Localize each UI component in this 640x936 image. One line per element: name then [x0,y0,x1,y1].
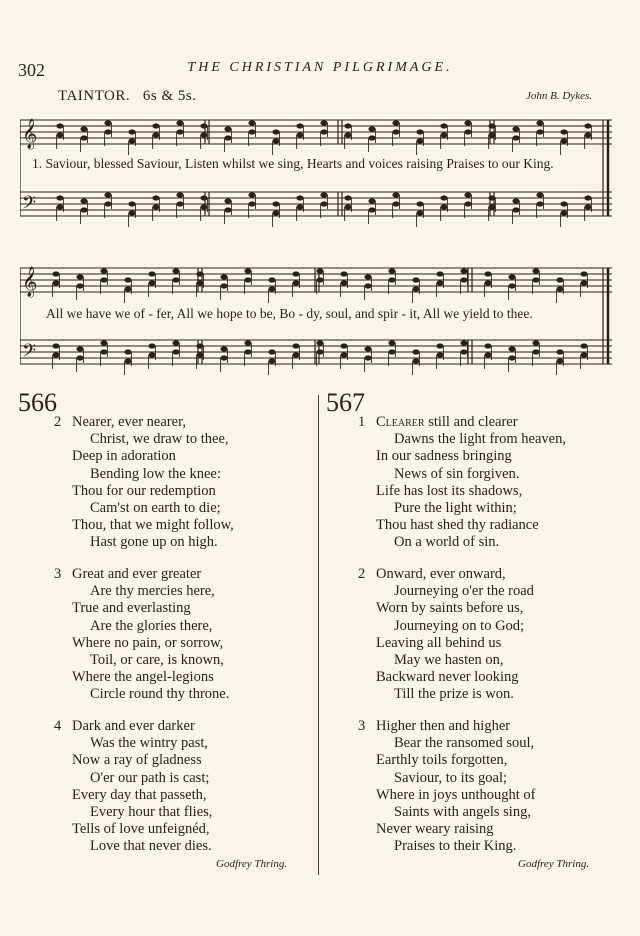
note-head [296,132,303,137]
note-head [536,192,543,197]
bass-staff [20,340,612,364]
note-head [464,129,471,134]
note-head [580,352,587,357]
note-head [316,268,323,273]
verse-number: 4 [54,718,62,734]
music-underlay-1: 1. Saviour, blessed Saviour, Listen whilst we sing, Hearts and voices raising Praises to our King. [32,156,554,171]
note-head [580,280,587,285]
note-head [100,277,107,282]
note-head [416,210,423,215]
note-head [244,277,251,282]
note-head [152,195,159,200]
note-head [580,343,587,348]
stanza-line: Every day that passeth, [72,786,207,803]
note-head [388,277,395,282]
note-head [460,349,467,354]
note-head [484,343,491,348]
note-head [220,283,227,288]
note-head [56,195,63,200]
note-head [292,352,299,357]
note-head [344,132,351,137]
note-head [364,346,371,351]
stanza-line: Toil, or care, is known, [90,652,224,669]
note-head [128,201,135,206]
note-head [340,271,347,276]
note-head [80,135,87,140]
tune-heading [58,88,196,105]
note-head [100,349,107,354]
note-head [172,340,179,345]
treble-clef-icon: 𝄞 [22,267,38,297]
column-divider [318,395,319,875]
stanza-line: Thou hast shed thy radiance [376,517,539,534]
stanza-line: Great and ever greater [72,566,202,582]
note-head [152,204,159,209]
stanza-line: Journeying on to God; [394,617,525,634]
note-head [200,195,207,200]
stanza-line: Onward, ever onward, [376,566,506,582]
stanza-line: May we hasten on, [394,652,504,669]
note-head [80,198,87,203]
tune-composer: John B. Dykes. [526,90,592,102]
note-head [268,358,275,363]
note-head [52,280,59,285]
note-head [464,201,471,206]
note-head [344,123,351,128]
note-head [104,192,111,197]
stanza-line: Circle round thy throne. [90,686,230,703]
hymn-number: 567 [326,388,365,417]
note-head [536,129,543,134]
note-head [484,271,491,276]
running-title: THE CHRISTIAN PILGRIMAGE. [187,60,453,75]
note-head [100,340,107,345]
note-head [436,352,443,357]
note-head [368,198,375,203]
note-head [196,352,203,357]
note-head [508,283,515,288]
note-head [124,349,131,354]
page-number: 302 [18,60,45,80]
note-head [76,283,83,288]
note-head [368,135,375,140]
note-head [196,271,203,276]
note-head [292,271,299,276]
note-head [584,195,591,200]
note-head [56,204,63,209]
note-head [512,126,519,131]
note-head [296,195,303,200]
note-head [172,268,179,273]
note-head [488,132,495,137]
note-head [292,280,299,285]
note-head [556,358,563,363]
note-head [80,207,87,212]
note-head [316,340,323,345]
stanza [358,566,534,704]
note-head [200,204,207,209]
note-head [148,280,155,285]
note-head [268,277,275,282]
note-head [536,120,543,125]
note-head [460,340,467,345]
note-head [220,346,227,351]
note-head [508,274,515,279]
verse-number: 2 [54,414,62,430]
note-head [556,349,563,354]
note-head [532,268,539,273]
note-head [100,268,107,273]
note-head [412,349,419,354]
note-head [556,286,563,291]
note-head [320,192,327,197]
stanza-first-word: Clearer [376,414,425,430]
stanza-line: Bear the ransomed soul, [394,735,535,752]
stanza-line: Leaving all behind us [376,634,502,651]
note-head [412,277,419,282]
stanza-line: Never weary raising [376,821,494,838]
stanza-line: Tells of love unfeignéd, [72,821,210,838]
stanza-line: Higher then and higher [376,718,511,734]
verse-number: 3 [358,718,366,734]
note-head [148,352,155,357]
note-head [124,286,131,291]
note-head [128,138,135,143]
stanza-line: Christ, we draw to thee, [90,431,229,448]
stanza [54,414,234,552]
note-head [464,120,471,125]
tune-name: TAINTOR. [58,88,131,104]
note-head [176,129,183,134]
note-head [584,132,591,137]
note-head [272,201,279,206]
hymn-number: 566 [18,388,57,417]
note-head [248,120,255,125]
note-head [272,138,279,143]
note-head [412,286,419,291]
note-head [488,123,495,128]
note-head [416,138,423,143]
stanza-line: News of sin forgiven. [394,465,520,482]
stanza-line: Where in joys unthought of [376,786,536,803]
stanza-line: Dawns the light from heaven, [394,431,566,448]
note-head [172,277,179,282]
stanza [54,566,230,704]
note-head [52,271,59,276]
note-head [484,352,491,357]
note-head [532,277,539,282]
note-head [388,340,395,345]
note-head [296,123,303,128]
verse-number: 1 [358,414,366,430]
treble-staff [20,268,612,292]
stanza-line: Earthly toils forgotten, [376,752,508,769]
note-head [268,349,275,354]
note-head [508,346,515,351]
hymn-author: Godfrey Thring. [518,858,590,870]
note-head [316,277,323,282]
note-head [464,192,471,197]
note-head [460,268,467,273]
stanza-line: Backward never looking [376,669,519,686]
note-head [152,132,159,137]
note-head [128,129,135,134]
note-head [320,129,327,134]
note-head [584,123,591,128]
stanza-line: Praises to their King. [394,838,517,855]
note-head [76,274,83,279]
stanza-line: Now a ray of gladness [72,752,202,769]
verse-number: 2 [358,566,366,582]
note-head [364,274,371,279]
stanza-line: Saints with angels sing, [394,804,531,821]
note-head [104,120,111,125]
stanza-line: Every hour that flies, [90,804,213,821]
note-head [412,358,419,363]
stanza-line: Thou for our redemption [72,482,216,499]
note-head [296,204,303,209]
stanza-line: Pure the light within; [394,500,517,517]
note-head [196,343,203,348]
note-head [560,201,567,206]
stanza-line: Saviour, to its goal; [394,769,507,786]
stanza-line: True and everlasting [72,600,191,617]
note-head [512,198,519,203]
note-head [272,129,279,134]
note-head [248,201,255,206]
note-head [340,280,347,285]
note-head [80,126,87,131]
verse-number: 3 [54,566,62,582]
note-head [436,271,443,276]
note-head [248,192,255,197]
note-head [56,132,63,137]
stanza-line: Was the wintry past, [90,735,209,752]
stanza-line: Are thy mercies here, [90,583,215,600]
note-head [224,135,231,140]
stanza-line: Where no pain, or sorrow, [72,634,224,651]
stanza-line: In our sadness bringing [376,448,512,465]
stanza-line: Cam'st on earth to die; [90,500,221,517]
note-head [244,349,251,354]
note-head [532,349,539,354]
note-head [488,195,495,200]
note-head [176,120,183,125]
stanza-line: Bending low the knee: [90,465,221,482]
note-head [440,123,447,128]
stanza-line: Love that never dies. [90,838,212,855]
note-head [272,210,279,215]
note-head [460,277,467,282]
note-head [440,204,447,209]
note-head [416,129,423,134]
note-head [488,204,495,209]
note-head [56,123,63,128]
note-head [152,123,159,128]
note-head [416,201,423,206]
note-head [104,129,111,134]
stanza-line: Hast gone up on high. [90,534,218,551]
bass-clef-icon: 𝄢 [22,193,37,218]
stanza-line: Where the angel-legions [72,669,214,686]
stanza [358,414,566,552]
stanza-line: Worn by saints before us, [376,600,524,617]
note-head [388,349,395,354]
note-head [508,355,515,360]
note-head [244,340,251,345]
note-head [148,343,155,348]
note-head [124,277,131,282]
stanza [358,718,536,856]
note-head [124,358,131,363]
note-head [584,204,591,209]
note-head [368,126,375,131]
note-head [220,355,227,360]
note-head [392,192,399,197]
note-head [512,207,519,212]
note-head [344,204,351,209]
treble-clef-icon: 𝄞 [22,119,38,149]
note-head [176,201,183,206]
note-head [536,201,543,206]
note-head [196,280,203,285]
note-head [392,201,399,206]
stanza-line: Thou, that we might follow, [72,517,234,534]
note-head [200,123,207,128]
note-head [364,355,371,360]
note-head [172,349,179,354]
stanza-line: Life has lost its shadows, [376,482,523,499]
stanza [54,718,213,856]
note-head [200,132,207,137]
note-head [76,355,83,360]
note-head [76,346,83,351]
note-head [556,277,563,282]
music-underlay-2: All we have we of - fer, All we hope to be, Bo - dy, soul, and spir - it, All we yield to thee. [46,306,533,321]
note-head [392,129,399,134]
stanza-line: Are the glories there, [90,617,213,634]
stanza-line: O'er our path is cast; [90,769,210,786]
note-head [292,343,299,348]
note-head [340,343,347,348]
hymn-author: Godfrey Thring. [216,858,288,870]
note-head [440,195,447,200]
stanza-line: Till the prize is won. [394,686,514,703]
note-head [512,135,519,140]
note-head [368,207,375,212]
note-head [52,352,59,357]
note-head [176,192,183,197]
note-head [484,280,491,285]
note-head [52,343,59,348]
note-head [224,207,231,212]
note-head [104,201,111,206]
note-head [268,286,275,291]
note-head [388,268,395,273]
note-head [224,198,231,203]
stanza-line: Deep in adoration [72,448,176,465]
music-system-1 [20,108,620,238]
stanza-line: Dark and ever darker [72,718,195,734]
note-head [220,274,227,279]
note-head [344,195,351,200]
stanza-line: Journeying o'er the road [394,583,534,600]
note-head [532,340,539,345]
note-head [392,120,399,125]
stanza-line: Nearer, ever nearer, [72,414,186,430]
note-head [320,120,327,125]
stanza-first-line [376,414,566,431]
note-head [560,210,567,215]
note-head [436,280,443,285]
note-head [436,343,443,348]
note-head [580,271,587,276]
tune-meter: 6s & 5s. [142,88,197,104]
stanza-first-rest: still and clearer [424,414,518,430]
note-head [316,349,323,354]
note-head [440,132,447,137]
note-head [320,201,327,206]
note-head [560,138,567,143]
note-head [340,352,347,357]
note-head [128,210,135,215]
bass-clef-icon: 𝄢 [22,341,37,366]
note-head [248,129,255,134]
note-head [244,268,251,273]
note-head [364,283,371,288]
note-head [224,126,231,131]
note-head [560,129,567,134]
stanza-line: On a world of sin. [394,534,500,551]
note-head [148,271,155,276]
